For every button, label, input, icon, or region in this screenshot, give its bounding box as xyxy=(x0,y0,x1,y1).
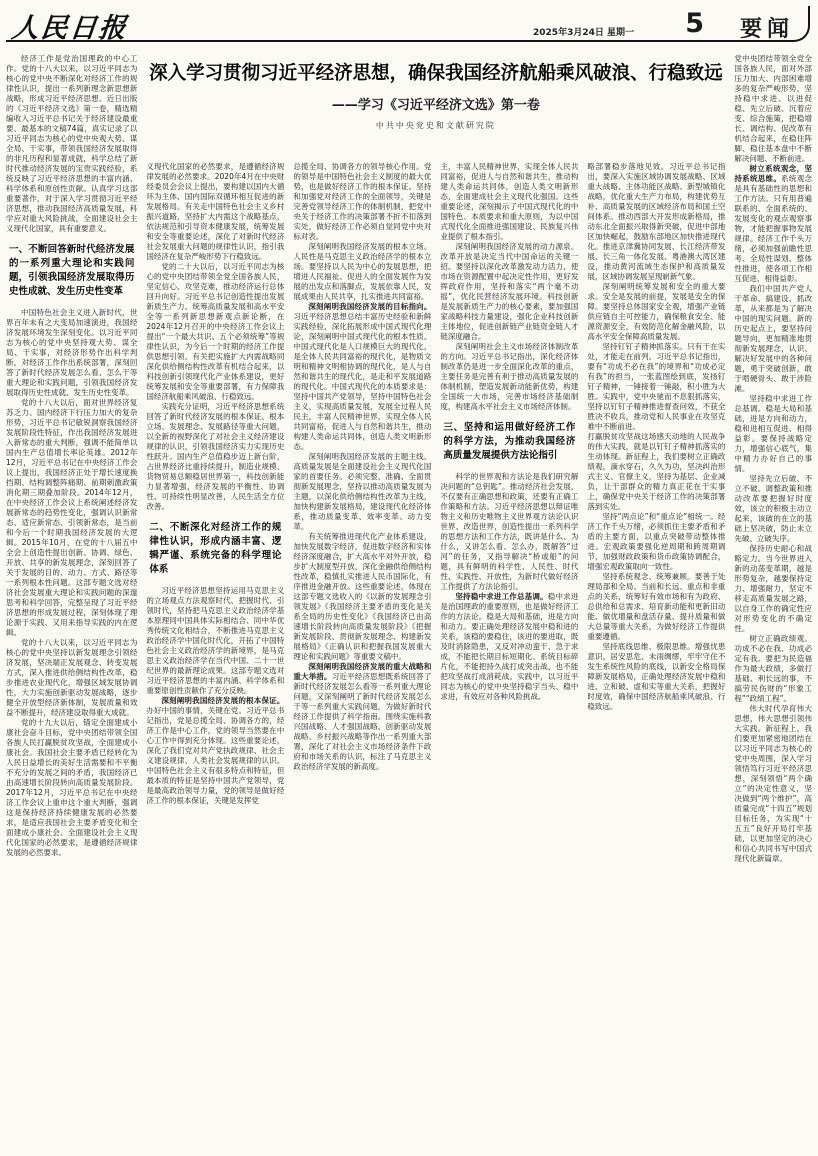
masthead-logo: 人民日报 xyxy=(10,13,130,44)
paragraph-lead: 深刻阐明我国经济发展的目标指向。 xyxy=(308,302,432,311)
paragraph: 深刻阐明社会主义市场经济体制改革的方向。习近平总书记指出，深化经济体制改革仍是进一步全面深化改革的重点，主要任务是完善有利于推动高质量发展的体制机制，塑造发展新动能新优势，构建全国统一大市场，完善市场经济基础制度，构建高水平社会主义市场经济体制。 xyxy=(440,342,579,411)
headline-title: 深入学习贯彻习近平经济思想，确保我国经济航船乘风破浪、行稳致远 xyxy=(149,63,723,84)
paragraph: 科学的世界观和方法论是我们研究解决问题的“总钥匙”。推动经济社会发展，不仅要有正确思想和政策，还要有正确工作策略和方法。习近平经济思想以辩证唯物主义和历史唯物主义世界观方法论认识世界、改造世界，创造性提出一系列科学的思想方法和工作方法，既讲是什么、为什么，又讲怎么看、怎么办，既解答“过河”的任务，又指导解决“桥或船”的问题，具有鲜明的科学性、人民性、时代性、实践性、开放性，为新时代做好经济工作提供了方法论指引。 xyxy=(440,472,579,591)
right-column xyxy=(734,54,812,1156)
center-column-1 xyxy=(146,162,284,1150)
section-heading: 二、不断深化对经济工作的规律性认识，形成内涵丰富、逻辑严谨、系统完备的科学理论体系 xyxy=(149,522,282,575)
paragraph: 深刻阐明统筹发展和安全的重大要求。安全是发展的前提，发展是安全的保障。要坚持总体国家安全观，增强产业链供应链自主可控能力，确保粮食安全、能源资源安全，有效防范化解金融风险，以高水平安全保障高质量发展。 xyxy=(587,282,726,341)
paragraph-lead: 坚持稳中求进工作总基调。 xyxy=(455,592,548,601)
paragraph: 党的十九大以后，锚定全面建成小康社会奋斗目标，党中央团结带领全国各族人民打赢脱贫攻坚战，全面建成小康社会。我国社会主要矛盾已经转化为人民日益增长的美好生活需要和不平衡不充分的发展之间的矛盾，我国经济已由高速增长阶段转向高质量发展阶段。2017年12月，习近平总书记在中央经济工作会议上重申这个重大判断，强调这是保持经济持续健康发展的必然要求，是适应我国社会主要矛盾变化和全面建成小康社会、全面建设社会主义现代化国家的必然要求，是遵循经济规律发展的必然要求。 xyxy=(6,718,138,857)
paragraph: 坚持底线思维、极限思维。增强忧患意识，居安思危、未雨绸缪，牢牢守住不发生系统性风险的底线，以新安全格局保障新发展格局，正确处理经济发展中稳和进、立和破、虚和实等重大关系，把握好时度效，确保中国经济航船乘风破浪、行稳致远。 xyxy=(587,642,726,711)
paragraph-lead: 树立系统观念，坚持系统思维。 xyxy=(734,164,812,183)
paragraph: 党中央团结带领全党全国各族人民，面对外部压力加大、内部困难增多的复杂严峻形势，坚持稳中求进、以进促稳、先立后破、沉着应变、综合施策，把稳增长、调结构、促改革有机结合起来，在稳住阵脚、稳住基本盘中不断解决问题、不断前进。 xyxy=(734,54,812,163)
page-header xyxy=(6,4,812,48)
byline: 中共中央党史和文献研究院 xyxy=(375,120,496,130)
headline-block xyxy=(146,54,725,158)
left-column xyxy=(6,54,137,1156)
paragraph-lead: 深刻阐明我国经济发展的根本保证。 xyxy=(161,696,285,705)
paragraph: 坚持稳中求进工作总基调。稳中求进是治国理政的重要原则，也是做好经济工作的方法论。稳是大局和基础，进是方向和动力。要正确处理经济发展中稳和进的关系，该稳的要稳住，该进的要进取，既及时消除隐患，又反对冲动蛮干、急于求成，不能把长期目标短期化、系统目标碎片化，不能把持久战打成突击战，也不能把攻坚战打成消耗战。实践中，以习近平同志为核心的党中央坚持稳字当头、稳中求进，有效应对各种风险挑战。 xyxy=(440,592,579,701)
paragraph: 党的十八大以后，面对世界经济复苏乏力、国内经济下行压力加大的复杂形势，习近平总书记敏锐洞察我国经济发展阶段性特征，作出我国经济发展进入新常态的重大判断，强调不能简单以国内生产总值增长率论英雄。2012年12月，习近平总书记在中央经济工作会议上提出，我国经济正处于增长速度换挡期、结构调整阵痛期、前期刺激政策消化期三期叠加阶段。2014年12月，在中央经济工作会议上系统阐述经济发展新常态的趋势性变化，强调认识新常态、适应新常态、引领新常态，是当前和今后一个时期我国经济发展的大逻辑。2015年10月，在党的十八届五中全会上创造性提出创新、协调、绿色、开放、共享的新发展理念，深刻回答了关于发展的目的、动力、方式、路径等一系列根本性问题。这部专题文选对经济社会发展重大理论和实践问题的深邃思考和科学回答，完整呈现了习近平经济思想的形成发展过程，深刻体现了理论源于实践、又用来指导实践的内在逻辑。 xyxy=(6,398,138,637)
page-body xyxy=(6,54,812,1156)
paragraph: 略部署稳步落地见效。习近平总书记指出，要深入实施区域协调发展战略、区域重大战略、主体功能区战略、新型城镇化战略，优化重大生产力布局，构建优势互补、高质量发展的区域经济布局和国土空间体系。推动西部大开发形成新格局，推动东北全面振兴取得新突破，促进中部地区加快崛起，鼓励东部地区加快推进现代化。推进京津冀协同发展、长江经济带发展、长三角一体化发展、粤港澳大湾区建设，推动黄河流域生态保护和高质量发展，区域协调发展呈现崭新气象。 xyxy=(587,162,726,281)
paragraph: 经济工作是党治国理政的中心工作。党的十八大以来，以习近平同志为核心的党中央不断深化对经济工作的规律性认识，提出一系列新理念新思想新战略，形成习近平经济思想。近日出版的《习近平经济文选》第一卷，精选精编收入习近平总书记关于经济建设最重要、最基本的文稿74篇，真实记录了以习近平同志为核心的党中央观大势、谋全局、干实事，带领我国经济发展取得的非凡历程和显著成就，科学总结了新时代推动经济发展的宝贵实践经验，系统反映了习近平经济思想的丰富内涵、科学体系和原创性贡献。认真学习这部重要著作，对于深入学习贯彻习近平经济思想，推动我国经济高质量发展，科学应对重大风险挑战，全面建设社会主义现代化国家，具有重要意义。 xyxy=(6,54,138,233)
paragraph: 深刻阐明我国经济发展的主题主线。高质量发展是全面建设社会主义现代化国家的首要任务。必须完整、准确、全面贯彻新发展理念，坚持以推动高质量发展为主题，以深化供给侧结构性改革为主线，加快构建新发展格局，建设现代化经济体系，推动质量变革、效率变革、动力变革。 xyxy=(293,452,432,531)
paragraph: 树立正确政绩观。功成不必在我、功成必定有我。要把为民造福作为最大政绩，多做打基础、利长远的事，不搞劳民伤财的“形象工程”“政绩工程”。 xyxy=(734,634,812,703)
section-heading: 一、不断回答新时代经济发展的一系列重大理论和实践问题，引领我国经济发展取得历史性成就、发生历史性变革 xyxy=(9,244,135,297)
headline-subtitle: ——学习《习近平经济文选》第一卷 xyxy=(331,97,540,113)
paragraph: 我们中国共产党人干革命、搞建设、抓改革，从来都是为了解决中国的现实问题。新的历史起点上，要坚持问题导向，更加精准地贯彻新发展理念，认识、解决好发展中的各种问题，勇于突破创新，敢于啃硬骨头、敢于涉险滩。 xyxy=(734,284,812,393)
section-title: 要闻 xyxy=(739,17,794,42)
section-heading: 三、坚持和运用做好经济工作的科学方法，为推动我国经济高质量发展提供方法论指引 xyxy=(443,422,576,461)
paragraph: 义现代化国家的必然要求，是遵循经济规律发展的必然要求。2020年4月在中央财经委员会会议上提出，要构建以国内大循环为主体、国内国际双循环相互促进的新发展格局。有关走中国特色社会主义乡村振兴道路，坚持扩大内需这个战略基点，依法规范和引导资本健康发展，统筹发展和安全等重要论述，深化了对新时代经济社会发展重大问题的规律性认识，指引我国经济在复杂严峻形势下行稳致远。 xyxy=(146,162,285,261)
paragraph: 坚持先立后破、不立不破。调整政策和推动改革要把握好时度效，该立的积极主动立起来，该破的在立的基础上坚决破，防止未立先破、立破失序。 xyxy=(734,474,812,543)
paragraph: 深刻阐明我国经济发展的根本保证。办好中国的事情，关键在党。习近平总书记指出，党是总揽全局、协调各方的，经济工作是中心工作，党的领导当然要在中心工作中得到充分体现。这些重要论述，深化了我们党对共产党执政规律、社会主义建设规律、人类社会发展规律的认识。中国特色社会主义有很多特点和特征，但最本质的特征是坚持中国共产党领导，党是最高政治领导力量，党的领导是做好经济工作的根本保证，关键是发挥党 xyxy=(146,696,285,805)
paragraph: 深刻阐明我国经济发展的根本立场。人民性是马克思主义政治经济学的根本立场。要坚持以人民为中心的发展思想，把增进人民福祉、促进人的全面发展作为发展的出发点和落脚点，发展依靠人民，发展成果由人民共享，扎实推进共同富裕。 xyxy=(293,242,432,301)
paragraph: 习近平经济思想坚持运用马克思主义的立场观点方法观察时代、把握时代、引领时代，坚持把马克思主义政治经济学基本原理同中国具体实际相结合、同中华优秀传统文化相结合，不断推进马克思主义政治经济学中国化时代化，开拓了中国特色社会主义政治经济学的新境界，是马克思主义政治经济学在当代中国、二十一世纪世界的最新理论成果。这部专题文选对习近平经济思想的丰富内涵、科学体系和重要原创性贡献作了充分反映。 xyxy=(146,586,285,695)
page-number: 5 xyxy=(685,8,704,39)
center-column-4 xyxy=(587,162,725,1150)
paragraph: 树立系统观念，坚持系统思维。系统观念是具有基础性的思想和工作方法。只有用普遍联系的、全面系统的、发展变化的观点观察事物，才能把握事物发展规律。经济工作千头万绪，必须加强前瞻性思考、全局性谋划、整体性推进，使各项工作相互促进、相得益彰。 xyxy=(734,164,812,283)
paragraph-lead: 深刻阐明我国经济发展的重大战略和重大举措。 xyxy=(293,662,432,681)
paragraph: 保持历史耐心和战略定力。当今世界进入新的动荡变革期，越是形势复杂，越要保持定力、增强耐力，坚定不移走高质量发展之路，以自身工作的确定性应对形势变化的不确定性。 xyxy=(734,544,812,633)
paragraph: 党的二十大以后，以习近平同志为核心的党中央团结带领全党全国各族人民，坚定信心、攻坚克难，推动经济运行总体回升向好。习近平总书记创造性提出发展新质生产力、统筹高质量发展和高水平安全等一系列新思想新观点新论断，在2024年12月召开的中央经济工作会议上提出“一个最大共识、五个必须统筹”等规律性认识，为今后一个时期的经济工作提供思想引领。有关把实施扩大内需战略同深化供给侧结构性改革有机结合起来，以科技创新引领现代化产业体系建设，更好统筹发展和安全等重要部署，有力保障我国经济航船乘风破浪、行稳致远。 xyxy=(146,262,285,401)
paragraph: 中国特色社会主义进入新时代，世界百年未有之大变局加速演进，我国经济发展环境发生深刻变化。以习近平同志为核心的党中央坚持观大势、谋全局、干实事，对经济形势作出科学判断，对经济工作作出系统部署，深刻回答了新时代经济发展怎么看、怎么干等重大理论和实践问题，引领我国经济发展取得历史性成就、发生历史性变革。 xyxy=(6,308,138,397)
paragraph: 深刻阐明我国经济发展的重大战略和重大举措。习近平经济思想既系统回答了新时代经济发展怎么看等一系列重大理论问题，又深刻阐明了新时代经济发展怎么干等一系列重大实践问题，为做好新时代经济工作提供了科学指南。围绕实施科教兴国战略、人才强国战略、创新驱动发展战略、乡村振兴战略等作出一系列重大部署，深化了对社会主义市场经济条件下政府和市场关系的认识，标注了马克思主义政治经济学发展的新高度。 xyxy=(293,662,432,771)
paragraph: 伟大时代孕育伟大思想，伟大思想引领伟大实践。新征程上，我们要更加紧密地团结在以习近平同志为核心的党中央周围，深入学习领悟笃行习近平经济思想，深刻领悟“两个确立”的决定性意义，坚决做到“两个维护”，高质量完成“十四五”规划目标任务，为实现“十五五”良好开局打牢基础，以更加坚定的决心和信心共同书写中国式现代化新篇章。 xyxy=(734,704,812,863)
center-column-2 xyxy=(293,162,431,1150)
center-columns xyxy=(146,162,725,1156)
paragraph: 党的十八大以来，以习近平同志为核心的党中央坚持以新发展理念引领经济发展，坚决端正发展观念、转变发展方式，深入推进供给侧结构性改革，稳步推进农业现代化，增强区域发展协调性，大力实施创新驱动发展战略，逐步健全开放型经济新体制，发展质量和效益不断提升，经济建设取得重大成就。 xyxy=(6,638,138,717)
paragraph: 打赢脱贫攻坚战这场感天动地的人民战争的伟大实践，就是以钉钉子精神抓落实的生动体现。新征程上，我们要树立正确政绩观，滴水穿石，久久为功，坚决纠治形式主义、官僚主义，坚持为基层、企业减负，让干部群众的精力真正花在干实事上，确保党中央关于经济工作的决策部署落到实处。 xyxy=(587,432,726,511)
paragraph: 坚持钉钉子精神抓落实。只有干在实处，才能走在前列。习近平总书记指出，要有“功成不必在我”的境界和“功成必定有我”的担当，一张蓝图绘到底，发扬钉钉子精神，一锤接着一锤敲，积小胜为大胜。实践中，党中央驰而不息狠抓落实，坚持以钉钉子精神推进督查问效，不获全胜决不收兵，推动党和人民事业在攻坚克难中不断前进。 xyxy=(587,342,726,431)
paragraph: 坚持系统观念、统筹兼顾。要善于处理局部和全局、当前和长远、重点和非重点的关系，统筹好有效市场和有为政府、总供给和总需求、培育新动能和更新旧动能、做优增量和盘活存量、提升质量和做大总量等重大关系，为做好经济工作提供重要遵循。 xyxy=(587,572,726,641)
paragraph: 深刻阐明我国经济发展的目标指向。习近平经济思想总结丰富历史经验和新鲜实践经验，深化拓展形成中国式现代化理论，深刻阐明中国式现代化的根本性质。中国式现代化是人口规模巨大的现代化，是全体人民共同富裕的现代化，是物质文明和精神文明相协调的现代化，是人与自然和谐共生的现代化，是走和平发展道路的现代化。中国式现代化的本质要求是：坚持中国共产党领导，坚持中国特色社会主义，实现高质量发展，发展全过程人民民主，丰富人民精神世界，实现全体人民共同富裕，促进人与自然和谐共生，推动构建人类命运共同体，创造人类文明新形态。 xyxy=(293,302,432,451)
paragraph: 总揽全局、协调各方的领导核心作用。党的领导是中国特色社会主义制度的最大优势，也是做好经济工作的根本保证。坚持和加强党对经济工作的全面领导，关键是完善党领导经济工作的体制机制，把党中央关于经济工作的决策部署不折不扣落到实处，做好经济工作必须自觉同党中央对标对表。 xyxy=(293,162,432,241)
center-block xyxy=(146,54,725,1156)
center-column-3 xyxy=(440,162,578,1150)
paragraph: 坚持“两点论”和“重点论”相统一。经济工作千头万绪，必须抓住主要矛盾和矛盾的主要方面，以重点突破带动整体推进。宏观政策要强化逆周期和跨周期调节，加强财政政策和货币政策协调配合，增强宏观政策取向一致性。 xyxy=(587,512,726,571)
paragraph: 深刻阐明我国经济发展的动力源泉。改革开放是决定当代中国命运的关键一招。要坚持以深化改革激发动力活力，使市场在资源配置中起决定性作用，更好发挥政府作用，坚持和落实“两个毫不动摇”，优化民营经济发展环境。科技创新是发展新质生产力的核心要素，要加强国家战略科技力量建设，强化企业科技创新主体地位，促进创新链产业链资金链人才链深度融合。 xyxy=(440,242,579,341)
paragraph: 实践充分证明，习近平经济思想系统回答了新时代经济发展的根本保证、根本立场、发展理念、发展路径等重大问题，以全新的视野深化了对社会主义经济建设规律的认识，引领我国经济实力实现历史性跃升。国内生产总值稳步迈上新台阶，占世界经济比重持续提升，制造业规模、货物贸易总额稳居世界第一，科技创新能力显著增强，经济发展的平衡性、协调性、可持续性明显改善，人民生活全方位改善。 xyxy=(146,402,285,511)
paragraph: 坚持稳中求进工作总基调。稳是大局和基础，进是方向和动力，稳和进相互促进、相得益彰。要保持战略定力，增强信心底气，集中精力办好自己的事情。 xyxy=(734,394,812,473)
paragraph: 有关统筹推进现代化产业体系建设，加快发展数字经济，促进数字经济和实体经济深度融合，扩大高水平对外开放，稳步扩大制度型开放，深化金融供给侧结构性改革，稳慎扎实推进人民币国际化，有序推进金融开放。这些重要论述，体现在这部专题文选收入的《以新的发展理念引领发展》《我国经济主要矛盾的变化是关系全局的历史性变化》《我国经济已由高速增长阶段转向高质量发展阶段》《把握新发展阶段、贯彻新发展理念、构建新发展格局》《正确认识和把握我国发展重大理论和实践问题》等重要文稿中。 xyxy=(293,532,432,661)
dateline: 2025年3月24日 星期一 xyxy=(533,28,634,38)
paragraph: 主，丰富人民精神世界，实现全体人民共同富裕，促进人与自然和谐共生，推动构建人类命运共同体，创造人类文明新形态，全面建成社会主义现代化强国。这些重要论述，深刻揭示了中国式现代化的中国特色、本质要求和重大原则，为以中国式现代化全面推进强国建设、民族复兴伟业提供了根本指引。 xyxy=(440,162,579,241)
